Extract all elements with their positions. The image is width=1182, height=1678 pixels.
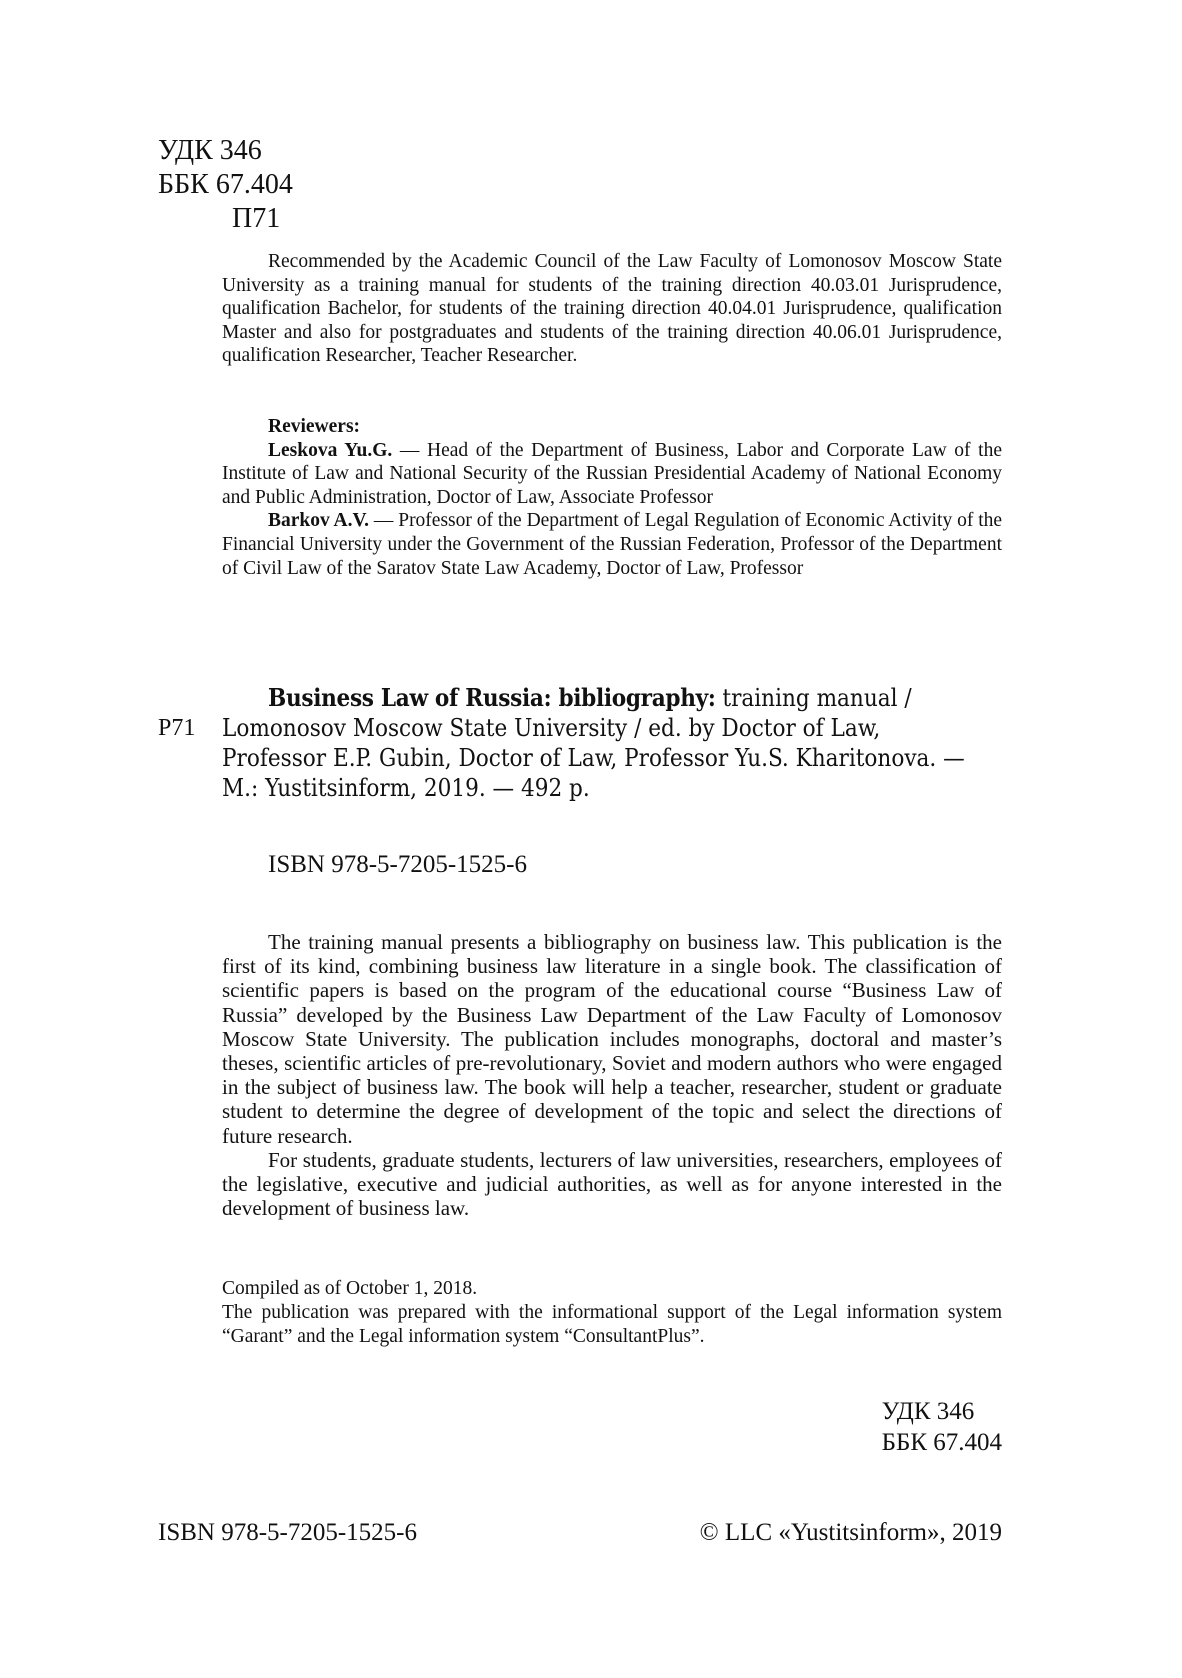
compiled-note: Compiled as of October 1, 2018.	[222, 1278, 478, 1299]
abstract	[222, 930, 1002, 1220]
classification-codes-bottom	[882, 1396, 1002, 1458]
bibliographic-record	[158, 683, 1003, 803]
abstract-paragraph: For students, graduate students, lecturers of law universities, researchers, employees of the legislative, executive and judicial authorities, as well as for anyone interested in the development of business law.	[222, 1147, 1002, 1221]
publication-notes	[222, 1277, 1002, 1348]
copyright-notice: © LLC «Yustitsinform», 2019	[699, 1519, 1002, 1546]
reviewers-section	[222, 415, 1002, 580]
bbk-code: ББК 67.404	[158, 169, 293, 200]
bibliographic-line: Lomonosov Moscow State University / ed. by Doctor of Law,	[222, 714, 881, 742]
bibliographic-line: M.: Yustitsinform, 2019. — 492 p.	[222, 774, 590, 802]
classification-codes	[158, 134, 293, 236]
reviewers-heading: Reviewers:	[268, 416, 361, 437]
bibliographic-title-line: Business Law of Russia: bibliography: training manual /	[268, 683, 912, 712]
reviewer-name: Barkov A.V.	[268, 510, 369, 532]
support-note: The publication was prepared with the informational support of the Legal information system “Garant” and the Legal information system “ConsultantPlus”.	[222, 1301, 1002, 1347]
author-mark-latin: P71	[158, 715, 196, 741]
reviewer-description: — Professor of the Department of Legal Regulation of Economic Activity of the Financial University under the Government of the Russian Federation, Professor of the Department of Civil Law of the Saratov State Law Academy, Doctor of Law, Professor	[222, 510, 1003, 579]
udk-code: УДК 346	[881, 1398, 975, 1425]
author-mark: П71	[232, 203, 281, 234]
isbn-footer: ISBN 978-5-7205-1525-6	[158, 1519, 418, 1546]
bbk-code: ББК 67.404	[881, 1429, 1002, 1456]
reviewer-entry	[222, 509, 1002, 580]
reviewer-entry	[222, 439, 1002, 510]
book-title: Business Law of Russia: bibliography:	[268, 683, 716, 712]
abstract-paragraph: The training manual presents a bibliography on business law. This publication is the first of its kind, combining business law literature in a single book. The classification of scientific papers is based on the program of the educational course “Business Law of Russia” developed by the Business Law Department of the Law Faculty of Lomonosov Moscow State University. The publication includes monographs, doctoral and master’s theses, scientific articles of pre-revolutionary, Soviet and modern authors who were engaged in the subject of business law. The book will help a teacher, researcher, student or graduate student to determine the degree of development of the topic and select the directions of future research.	[222, 930, 1002, 1148]
bibliographic-line: Professor E.P. Gubin, Doctor of Law, Professor Yu.S. Kharitonova. —	[222, 744, 965, 772]
reviewer-name: Leskova Yu.G.	[268, 439, 393, 461]
udk-code: УДК 346	[158, 135, 262, 166]
recommendation-text: Recommended by the Academic Council of the Law Faculty of Lomonosov Moscow State University as a training manual for students of the training direction 40.03.01 Jurisprudence, qualification Bachelor, for students of the training direction 40.04.01 Jurisprudence, qualification Master and also for postgraduates and students of the training direction 40.06.01 Jurisprudence, qualification Researcher, Teacher Researcher.	[222, 251, 1002, 367]
reviewer-description: — Head of the Department of Business, Labor and Corporate Law of the Institute of Law and National Security of the Russian Presidential Academy of National Economy and Public Administration, Doctor of Law, Associate Professor	[222, 439, 1002, 508]
isbn-top: ISBN 978-5-7205-1525-6	[268, 851, 528, 878]
